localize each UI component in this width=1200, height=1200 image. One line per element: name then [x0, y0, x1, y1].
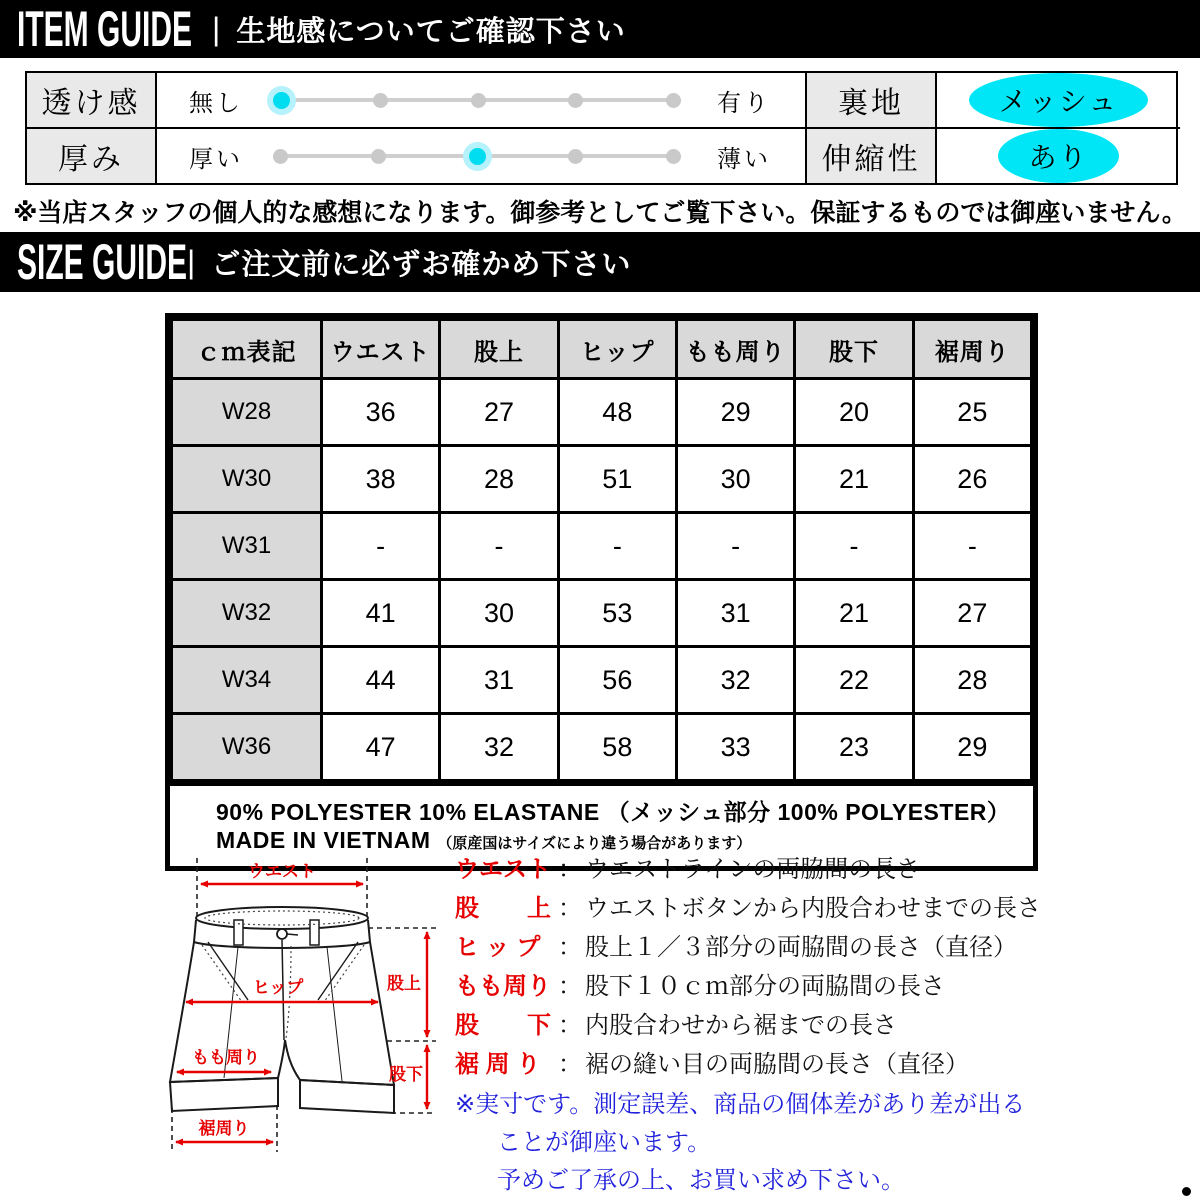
- sheerness-slider-cell: [157, 73, 807, 129]
- value-cell: -: [440, 513, 558, 580]
- value-cell: 21: [795, 580, 913, 647]
- item-guide-header-bar: [0, 0, 1200, 58]
- definition-term: 股 下: [455, 1012, 551, 1039]
- lining-value-cell: [937, 73, 1180, 129]
- sheerness-min-label: 無し: [189, 89, 243, 117]
- value-cell: 29: [676, 379, 794, 446]
- shorts-outline: [170, 907, 394, 1113]
- size-cell: W30: [172, 446, 322, 513]
- size-guide-title: SIZE GUIDE: [17, 234, 188, 290]
- definition-hip: [455, 925, 1200, 964]
- actual-measurement-note: [455, 1082, 1200, 1196]
- value-cell: 51: [558, 446, 676, 513]
- sheerness-slider: [273, 85, 681, 115]
- corner-dot: [1182, 1187, 1191, 1196]
- definition-term: もも周り: [455, 973, 551, 1000]
- definition-rise: [455, 886, 1200, 925]
- value-cell: -: [558, 513, 676, 580]
- value-cell: 27: [440, 379, 558, 446]
- definition-hem: [455, 1042, 1200, 1081]
- sheerness-max-label: 有り: [717, 89, 771, 117]
- item-guide-divider: |: [212, 10, 221, 47]
- slider-dot-active: [273, 92, 290, 109]
- slider-dot: [568, 149, 583, 164]
- shorts-measurement-diagram: [150, 850, 460, 1185]
- definition-desc: ウエストボタンから内股合わせまでの長さ: [585, 895, 1041, 922]
- size-chart-header-row: [172, 320, 1032, 379]
- size-row-w36: [172, 714, 1032, 781]
- value-cell: 32: [440, 714, 558, 781]
- definition-waist: [455, 847, 1200, 886]
- note-line-2: ことが御座います。: [497, 1128, 712, 1156]
- value-cell: 53: [558, 580, 676, 647]
- note-line-1: ※実寸です。測定誤差、商品の個体差があり差が出る: [455, 1090, 1026, 1118]
- slider-dot: [373, 93, 388, 108]
- slider-dot: [371, 149, 386, 164]
- col-header-hip: ヒップ: [558, 320, 676, 379]
- fabric-feel-table: [25, 71, 1178, 185]
- definition-colon: ：: [558, 856, 582, 883]
- value-cell: 28: [440, 446, 558, 513]
- definition-desc: 内股合わせから裾までの長さ: [585, 1012, 897, 1039]
- size-row-w28: [172, 379, 1032, 446]
- definition-colon: ：: [558, 895, 582, 922]
- item-guide-title-box: [17, 1, 202, 57]
- thickness-slider-cell: [157, 129, 807, 183]
- definition-term: 裾 周 り: [455, 1051, 541, 1078]
- size-row-w30: [172, 446, 1032, 513]
- definition-term: ヒ ッ プ: [455, 934, 541, 961]
- value-cell: 38: [322, 446, 440, 513]
- stretch-value-highlight: あり: [998, 129, 1118, 183]
- col-header-waist: ウエスト: [322, 320, 440, 379]
- size-guide-divider: |: [187, 243, 196, 280]
- value-cell: 26: [913, 446, 1031, 513]
- value-cell: 31: [676, 580, 794, 647]
- col-header-cm: ｃｍ表記: [172, 320, 322, 379]
- definition-colon: ：: [558, 973, 582, 1000]
- value-cell: 23: [795, 714, 913, 781]
- slider-dot: [666, 149, 681, 164]
- definition-thigh: [455, 964, 1200, 1003]
- size-guide-header-bar: [0, 232, 1200, 292]
- rise-label: 股上: [387, 974, 421, 993]
- sheerness-label: 透け感: [27, 73, 157, 129]
- value-cell: 33: [676, 714, 794, 781]
- size-cell: W34: [172, 647, 322, 714]
- value-cell: 48: [558, 379, 676, 446]
- slider-dot: [568, 93, 583, 108]
- measurement-labels: [192, 862, 423, 1138]
- size-cell: W36: [172, 714, 322, 781]
- value-cell: 36: [322, 379, 440, 446]
- definition-term: ウエスト: [455, 856, 551, 883]
- size-chart: [165, 313, 1038, 871]
- item-guide-subtitle: 生地感についてご確認下さい: [236, 15, 626, 48]
- value-cell: 28: [913, 647, 1031, 714]
- size-row-w34: [172, 647, 1032, 714]
- definition-desc: 股上１／３部分の両脇間の長さ（直径）: [585, 934, 1017, 961]
- value-cell: 29: [913, 714, 1031, 781]
- material-composition: 90% POLYESTER 10% ELASTANE （メッシュ部分 100% POLYESTER）: [216, 799, 1011, 825]
- value-cell: 25: [913, 379, 1031, 446]
- thigh-label: もも周り: [192, 1048, 260, 1067]
- thickness-max-label: 薄い: [717, 145, 771, 173]
- value-cell: -: [913, 513, 1031, 580]
- value-cell: 56: [558, 647, 676, 714]
- note-line-3: 予めご了承の上、お買い求め下さい。: [497, 1166, 905, 1194]
- value-cell: -: [322, 513, 440, 580]
- definition-colon: ：: [558, 934, 582, 961]
- value-cell: 58: [558, 714, 676, 781]
- stretch-label: 伸縮性: [807, 129, 937, 183]
- slider-dot: [273, 149, 288, 164]
- value-cell: 30: [676, 446, 794, 513]
- size-guide-title-box: [17, 234, 188, 290]
- size-guide-subtitle: ご注文前に必ずお確かめ下さい: [211, 248, 632, 281]
- waist-label: ウエスト: [248, 862, 316, 881]
- stretch-value-cell: [937, 129, 1180, 183]
- col-header-inseam: 股下: [795, 320, 913, 379]
- item-guide-title: ITEM GUIDE: [17, 1, 193, 57]
- value-cell: 47: [322, 714, 440, 781]
- definition-inseam: [455, 1003, 1200, 1042]
- slider-dot: [471, 93, 486, 108]
- staff-disclaimer-note: ※当店スタッフの個人的な感想になります。御参考としてご覧下さい。保証するものでは御座いません。: [13, 199, 1187, 227]
- col-header-hem: 裾周り: [913, 320, 1031, 379]
- size-chart-table: [170, 318, 1033, 782]
- size-cell: W28: [172, 379, 322, 446]
- slider-dot-active: [469, 148, 486, 165]
- value-cell: 22: [795, 647, 913, 714]
- hip-label: ヒップ: [252, 978, 304, 997]
- definition-desc: 股下１０ｃｍ部分の両脇間の長さ: [585, 973, 945, 1000]
- col-header-rise: 股上: [440, 320, 558, 379]
- inseam-label: 股下: [389, 1065, 423, 1084]
- value-cell: 44: [322, 647, 440, 714]
- measurement-definitions: [455, 847, 1200, 1081]
- value-cell: 20: [795, 379, 913, 446]
- definition-term: 股 上: [455, 895, 551, 922]
- lining-value-highlight: メッシュ: [969, 73, 1148, 127]
- origin-note: （原産国はサイズにより違う場合があります）: [437, 835, 752, 852]
- thickness-min-label: 厚い: [189, 145, 243, 173]
- value-cell: -: [795, 513, 913, 580]
- thickness-slider: [273, 141, 681, 171]
- lining-label: 裏地: [807, 73, 937, 129]
- value-cell: 41: [322, 580, 440, 647]
- col-header-thigh: もも周り: [676, 320, 794, 379]
- hem-label: 裾周り: [198, 1119, 250, 1138]
- size-row-w32: [172, 580, 1032, 647]
- definition-colon: ：: [558, 1051, 582, 1078]
- definition-desc: ウエストラインの両脇間の長さ: [585, 856, 921, 883]
- value-cell: 32: [676, 647, 794, 714]
- size-cell: W31: [172, 513, 322, 580]
- thickness-label: 厚み: [27, 129, 157, 183]
- definition-colon: ：: [558, 1012, 582, 1039]
- definition-desc: 裾の縫い目の両脇間の長さ（直径）: [585, 1051, 969, 1078]
- value-cell: 27: [913, 580, 1031, 647]
- size-cell: W32: [172, 580, 322, 647]
- value-cell: 21: [795, 446, 913, 513]
- value-cell: 31: [440, 647, 558, 714]
- size-row-w31: [172, 513, 1032, 580]
- made-in-text: MADE IN VIETNAM: [216, 827, 431, 853]
- value-cell: -: [676, 513, 794, 580]
- slider-dot: [666, 93, 681, 108]
- value-cell: 30: [440, 580, 558, 647]
